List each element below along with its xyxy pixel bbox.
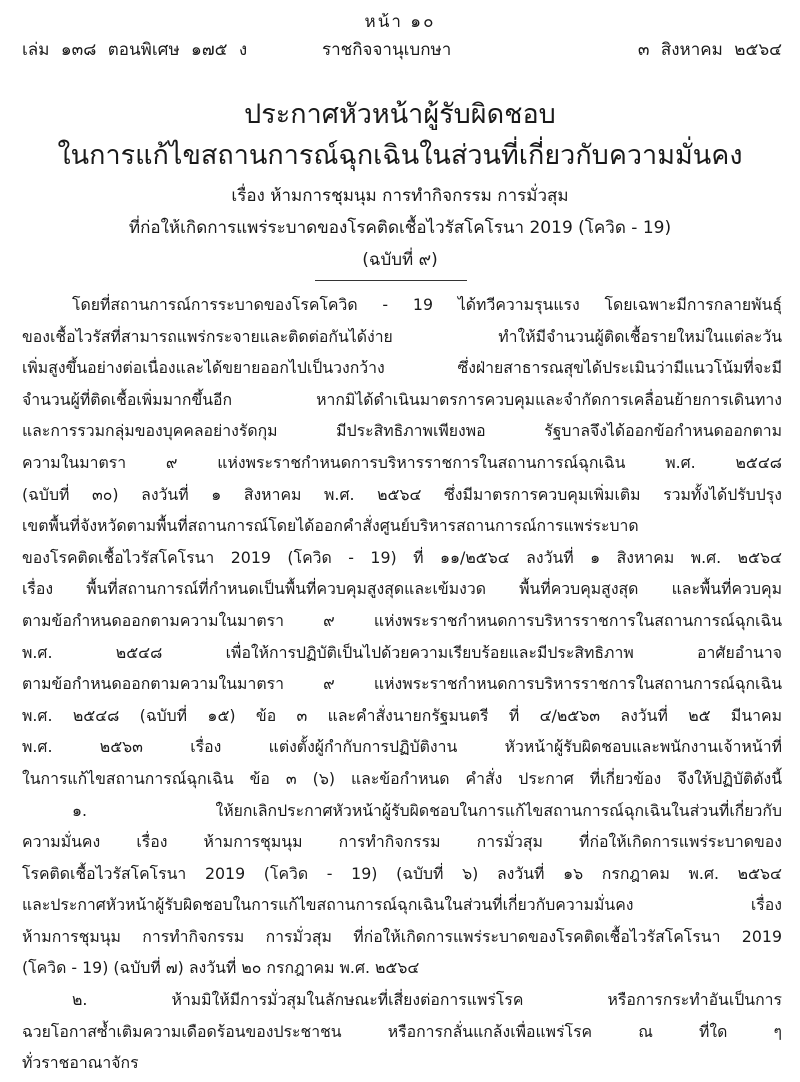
paragraph-preamble xyxy=(22,289,782,795)
text-line: เขตพื้นที่จังหวัดตามพื้นที่สถานการณ์โดยได้ออกคำสั่งศูนย์บริหารสถานการณ์การแพร่ระบาด xyxy=(22,516,639,536)
text-line: ๒. ห้ามมิให้มีการมั่วสุมในลักษณะที่เสี่ยงต่อการแพร่โรค หรือการกระทำอันเป็นการ xyxy=(72,990,782,1010)
text-line: เรื่อง พื้นที่สถานการณ์ที่กำหนดเป็นพื้นที่ควบคุมสูงสุดและเข้มงวด พื้นที่ควบคุมสูงสุด และพื้นที่ควบคุม xyxy=(22,579,782,599)
text-line: เพิ่มสูงขึ้นอย่างต่อเนื่องและได้ขยายออกไปเป็นวงกว้าง ซึ่งฝ่ายสาธารณสุขได้ประเมินว่ามีแนวโน้มที่จะมี xyxy=(22,358,782,378)
text-line: (ฉบับที่ ๓๐) ลงวันที่ ๑ สิงหาคม พ.ศ. ๒๕๖๔ ซึ่งมีมาตรการควบคุมเพิ่มเติม รวมทั้งได้ปรับปรุง xyxy=(22,484,782,504)
title-divider xyxy=(315,280,467,281)
text-line: และการรวมกลุ่มของบุคคลอย่างรัดกุม มีประสิทธิภาพเพียงพอ รัฐบาลจึงได้ออกข้อกำหนดออกตาม xyxy=(22,421,782,441)
clause-1 xyxy=(22,795,782,985)
announcement-title-line2: ในการแก้ไขสถานการณ์ฉุกเฉินในส่วนที่เกี่ยวกับความมั่นคง xyxy=(57,140,743,171)
body-text xyxy=(22,289,782,1079)
gazette-header xyxy=(22,36,782,63)
page-number: หน้า ๑๐ xyxy=(364,12,436,32)
text-line: ความในมาตรา ๙ แห่งพระราชกำหนดการบริหารราชการในสถานการณ์ฉุกเฉิน พ.ศ. ๒๕๔๘ xyxy=(22,452,782,472)
publication-date: ๓ สิงหาคม ๒๕๖๔ xyxy=(637,40,782,60)
text-line: และประกาศหัวหน้าผู้รับผิดชอบในการแก้ไขสถานการณ์ฉุกเฉินในส่วนที่เกี่ยวกับความมั่นคง เรื่อง xyxy=(22,895,782,915)
text-line: ในการแก้ไขสถานการณ์ฉุกเฉิน ข้อ ๓ (๖) และข้อกำหนด คำสั่ง ประกาศ ที่เกี่ยวข้อง จึงให้ปฏิบัติดังนี้ xyxy=(22,768,782,788)
text-line: ของเชื้อไวรัสที่สามารถแพร่กระจายและติดต่อกันได้ง่าย ทำให้มีจำนวนผู้ติดเชื้อรายใหม่ในแต่ละวัน xyxy=(22,326,782,346)
text-line: พ.ศ. ๒๕๔๘ เพื่อให้การปฏิบัติเป็นไปด้วยความเรียบร้อยและมีประสิทธิภาพ อาศัยอำนาจ xyxy=(22,642,782,662)
subject-line-2: ที่ก่อให้เกิดการแพร่ระบาดของโรคติดเชื้อไวรัสโคโรนา 2019 (โควิด - 19) xyxy=(128,218,672,238)
text-line: ทั่วราชอาณาจักร xyxy=(22,1053,139,1073)
gazette-name: ราชกิจจานุเบกษา xyxy=(322,40,452,60)
text-line: ของโรคติดเชื้อไวรัสโคโรนา 2019 (โควิด - 19) ที่ ๑๑/๒๕๖๔ ลงวันที่ ๑ สิงหาคม พ.ศ. ๒๕๖๔ xyxy=(22,547,782,567)
text-line: ห้ามการชุมนุม การทำกิจกรรม การมั่วสุม ที่ก่อให้เกิดการแพร่ระบาดของโรคติดเชื้อไวรัสโคโรนา 2019 xyxy=(22,926,782,946)
text-line: (โควิด - 19) (ฉบับที่ ๗) ลงวันที่ ๒๐ กรกฎาคม พ.ศ. ๒๕๖๔ xyxy=(22,958,420,978)
volume-issue: เล่ม ๑๓๘ ตอนพิเศษ ๑๗๕ ง xyxy=(22,40,248,60)
clause-2 xyxy=(22,984,782,1079)
text-line: ความมั่นคง เรื่อง ห้ามการชุมนุม การทำกิจกรรม การมั่วสุม ที่ก่อให้เกิดการแพร่ระบาดของ xyxy=(22,832,782,852)
text-line: โรคติดเชื้อไวรัสโคโรนา 2019 (โควิด - 19) (ฉบับที่ ๖) ลงวันที่ ๑๖ กรกฎาคม พ.ศ. ๒๕๖๔ xyxy=(22,863,782,883)
text-line: โดยที่สถานการณ์การระบาดของโรคโควิด - 19 ได้ทวีความรุนแรง โดยเฉพาะมีการกลายพันธุ์ xyxy=(72,295,782,314)
text-line: ๑. ให้ยกเลิกประกาศหัวหน้าผู้รับผิดชอบในการแก้ไขสถานการณ์ฉุกเฉินในส่วนที่เกี่ยวกับ xyxy=(72,800,782,820)
subject-line: เรื่อง ห้ามการชุมนุม การทำกิจกรรม การมั่วสุม xyxy=(231,186,569,206)
text-line: ตามข้อกำหนดออกตามความในมาตรา ๙ แห่งพระราชกำหนดการบริหารราชการในสถานการณ์ฉุกเฉิน xyxy=(22,674,782,694)
text-line: ตามข้อกำหนดออกตามความในมาตรา ๙ แห่งพระราชกำหนดการบริหารราชการในสถานการณ์ฉุกเฉิน xyxy=(22,610,782,630)
text-line: จำนวนผู้ที่ติดเชื้อเพิ่มมากขึ้นอีก หากมิได้ดำเนินมาตรการควบคุมและจำกัดการเคลื่อนย้ายการเดินทาง xyxy=(22,389,782,409)
announcement-title: ประกาศหัวหน้าผู้รับผิดชอบ xyxy=(244,99,556,130)
text-line: พ.ศ. ๒๕๖๓ เรื่อง แต่งตั้งผู้กำกับการปฏิบัติงาน หัวหน้าผู้รับผิดชอบและพนักงานเจ้าหน้าที่ xyxy=(22,737,782,757)
edition-number: (ฉบับที่ ๙) xyxy=(362,250,438,270)
text-line: พ.ศ. ๒๕๔๘ (ฉบับที่ ๑๕) ข้อ ๓ และคำสั่งนายกรัฐมนตรี ที่ ๔/๒๕๖๓ ลงวันที่ ๒๕ มีนาคม xyxy=(22,705,782,725)
text-line: ฉวยโอกาสซ้ำเติมความเดือดร้อนของประชาชน หรือการกลั่นแกล้งเพื่อแพร่โรค ณ ที่ใด ๆ xyxy=(22,1021,782,1041)
